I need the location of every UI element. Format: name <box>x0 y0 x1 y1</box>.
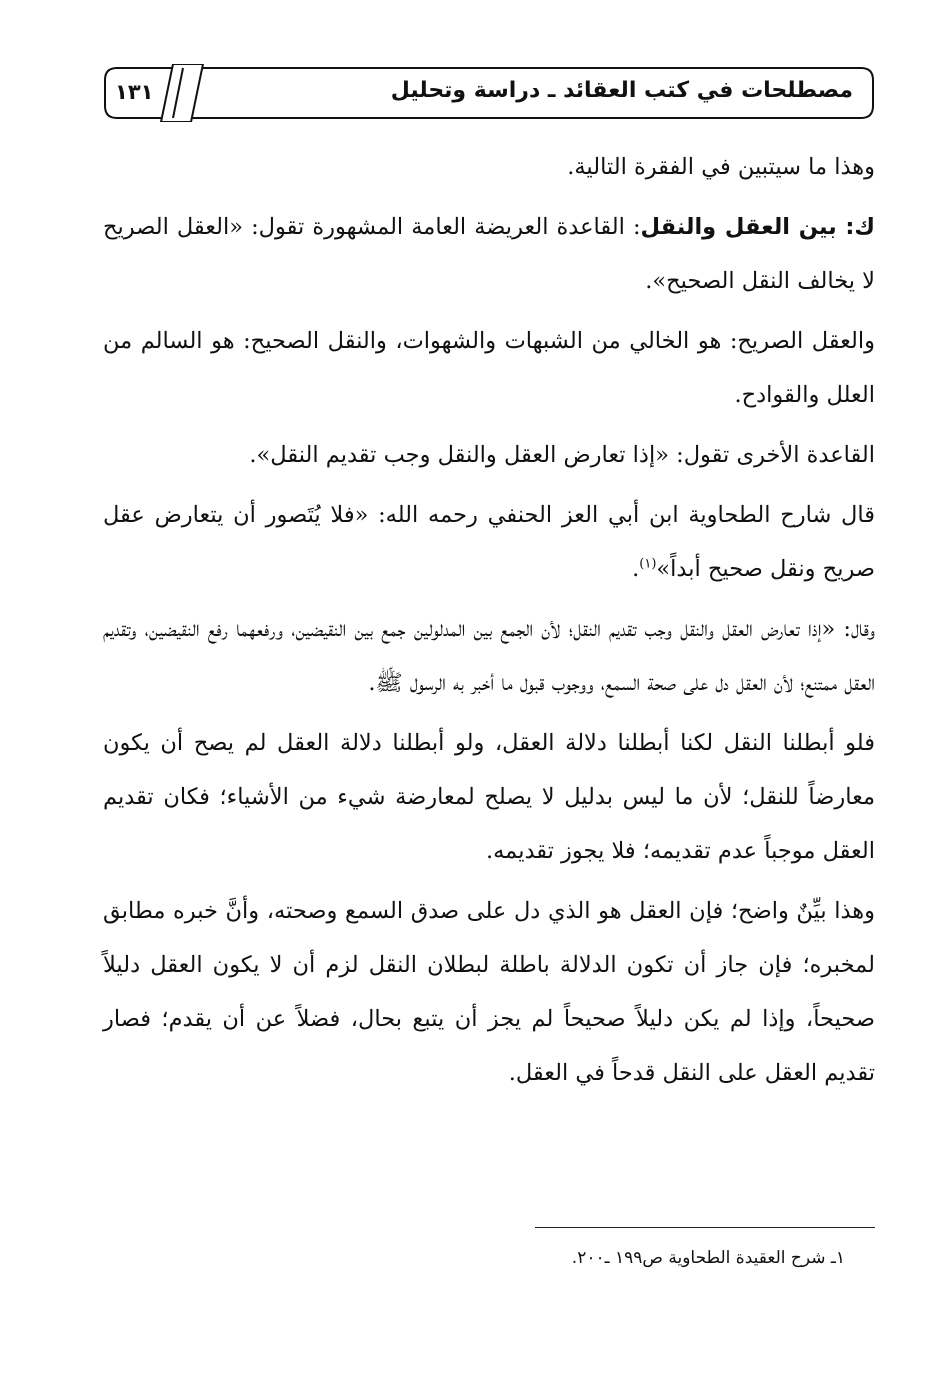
paragraph-2 <box>103 200 875 308</box>
footnote-reference: (١) <box>639 556 657 572</box>
section-lead: ك: بين العقل والنقل <box>640 214 876 240</box>
paragraph-8 <box>103 884 875 1100</box>
paragraph-3 <box>103 314 875 422</box>
paragraph-text: وهذا ما سيتبين في الفقرة التالية. <box>567 154 875 180</box>
paragraph-text: والعقل الصريح: هو الخالي من الشبهات والشهوات، والنقل الصحيح: هو السالم من العلل والقوادح. <box>103 328 875 408</box>
running-header <box>103 64 875 124</box>
paragraph-6 <box>103 602 875 710</box>
paragraph-text: وهذا بيِّنٌ واضح؛ فإن العقل هو الذي دل على صدق السمع وصحته، وأنَّ خبره مطابق لمخبره؛ فإن جاز أن تكون الدلالة باطلة لبطلان النقل لزم أن لا يكون العقل دليلاً صحيحاً، وإذا لم يكن دليلاً صحيحاً لم يجز أن يتبع بحال، فضلاً عن أن يقدم؛ فصار تقديم العقل على النقل قدحاً في العقل. <box>103 898 875 1086</box>
footnote-separator <box>535 1227 875 1228</box>
paragraph-tail: . <box>632 556 640 582</box>
main-text <box>103 140 875 1106</box>
paragraph-1 <box>103 140 875 194</box>
paragraph-text: قال شارح الطحاوية ابن أبي العز الحنفي رحمه الله: «فلا يُتَصور أن يتعارض عقل صريح ونقل صحيح أبداً» <box>103 502 875 582</box>
footnote: ١ـ شرح العقيدة الطحاوية ص١٩٩ ـ٢٠٠. <box>571 1248 845 1268</box>
paragraph-7 <box>103 716 875 878</box>
paragraph-text: فلو أبطلنا النقل لكنا أبطلنا دلالة العقل، ولو أبطلنا دلالة العقل لم يصح أن يكون معارضاً للنقل؛ لأن ما ليس بدليل لا يصلح لمعارضة شيء من الأشياء؛ فكان تقديم العقل موجباً عدم تقديمه؛ فلا يجوز تقديمه. <box>103 730 875 864</box>
page-number: ١٣١ <box>115 80 154 104</box>
paragraph-text: : القاعدة العريضة العامة المشهورة تقول: «العقل الصريح لا يخالف النقل الصحيح». <box>103 214 875 294</box>
paragraph-text: وقال: «إذا تعارض العقل والنقل وجب تقديم النقل؛ لأن الجمع بين المدلولين جمع بين النقيضين، ورفعهما رفع النقيضين، وتقديم العقل ممتنع؛ لأن العقل دل على صحة السمع، ووجوب قبول ما أخبر به الرسول ﷺ. <box>103 616 875 696</box>
paragraph-5 <box>103 488 875 596</box>
paragraph-4 <box>103 428 875 482</box>
paragraph-text: القاعدة الأخرى تقول: «إذا تعارض العقل والنقل وجب تقديم النقل». <box>249 442 875 468</box>
running-title: مصطلحات في كتب العقائد ـ دراسة وتحليل <box>390 78 853 103</box>
